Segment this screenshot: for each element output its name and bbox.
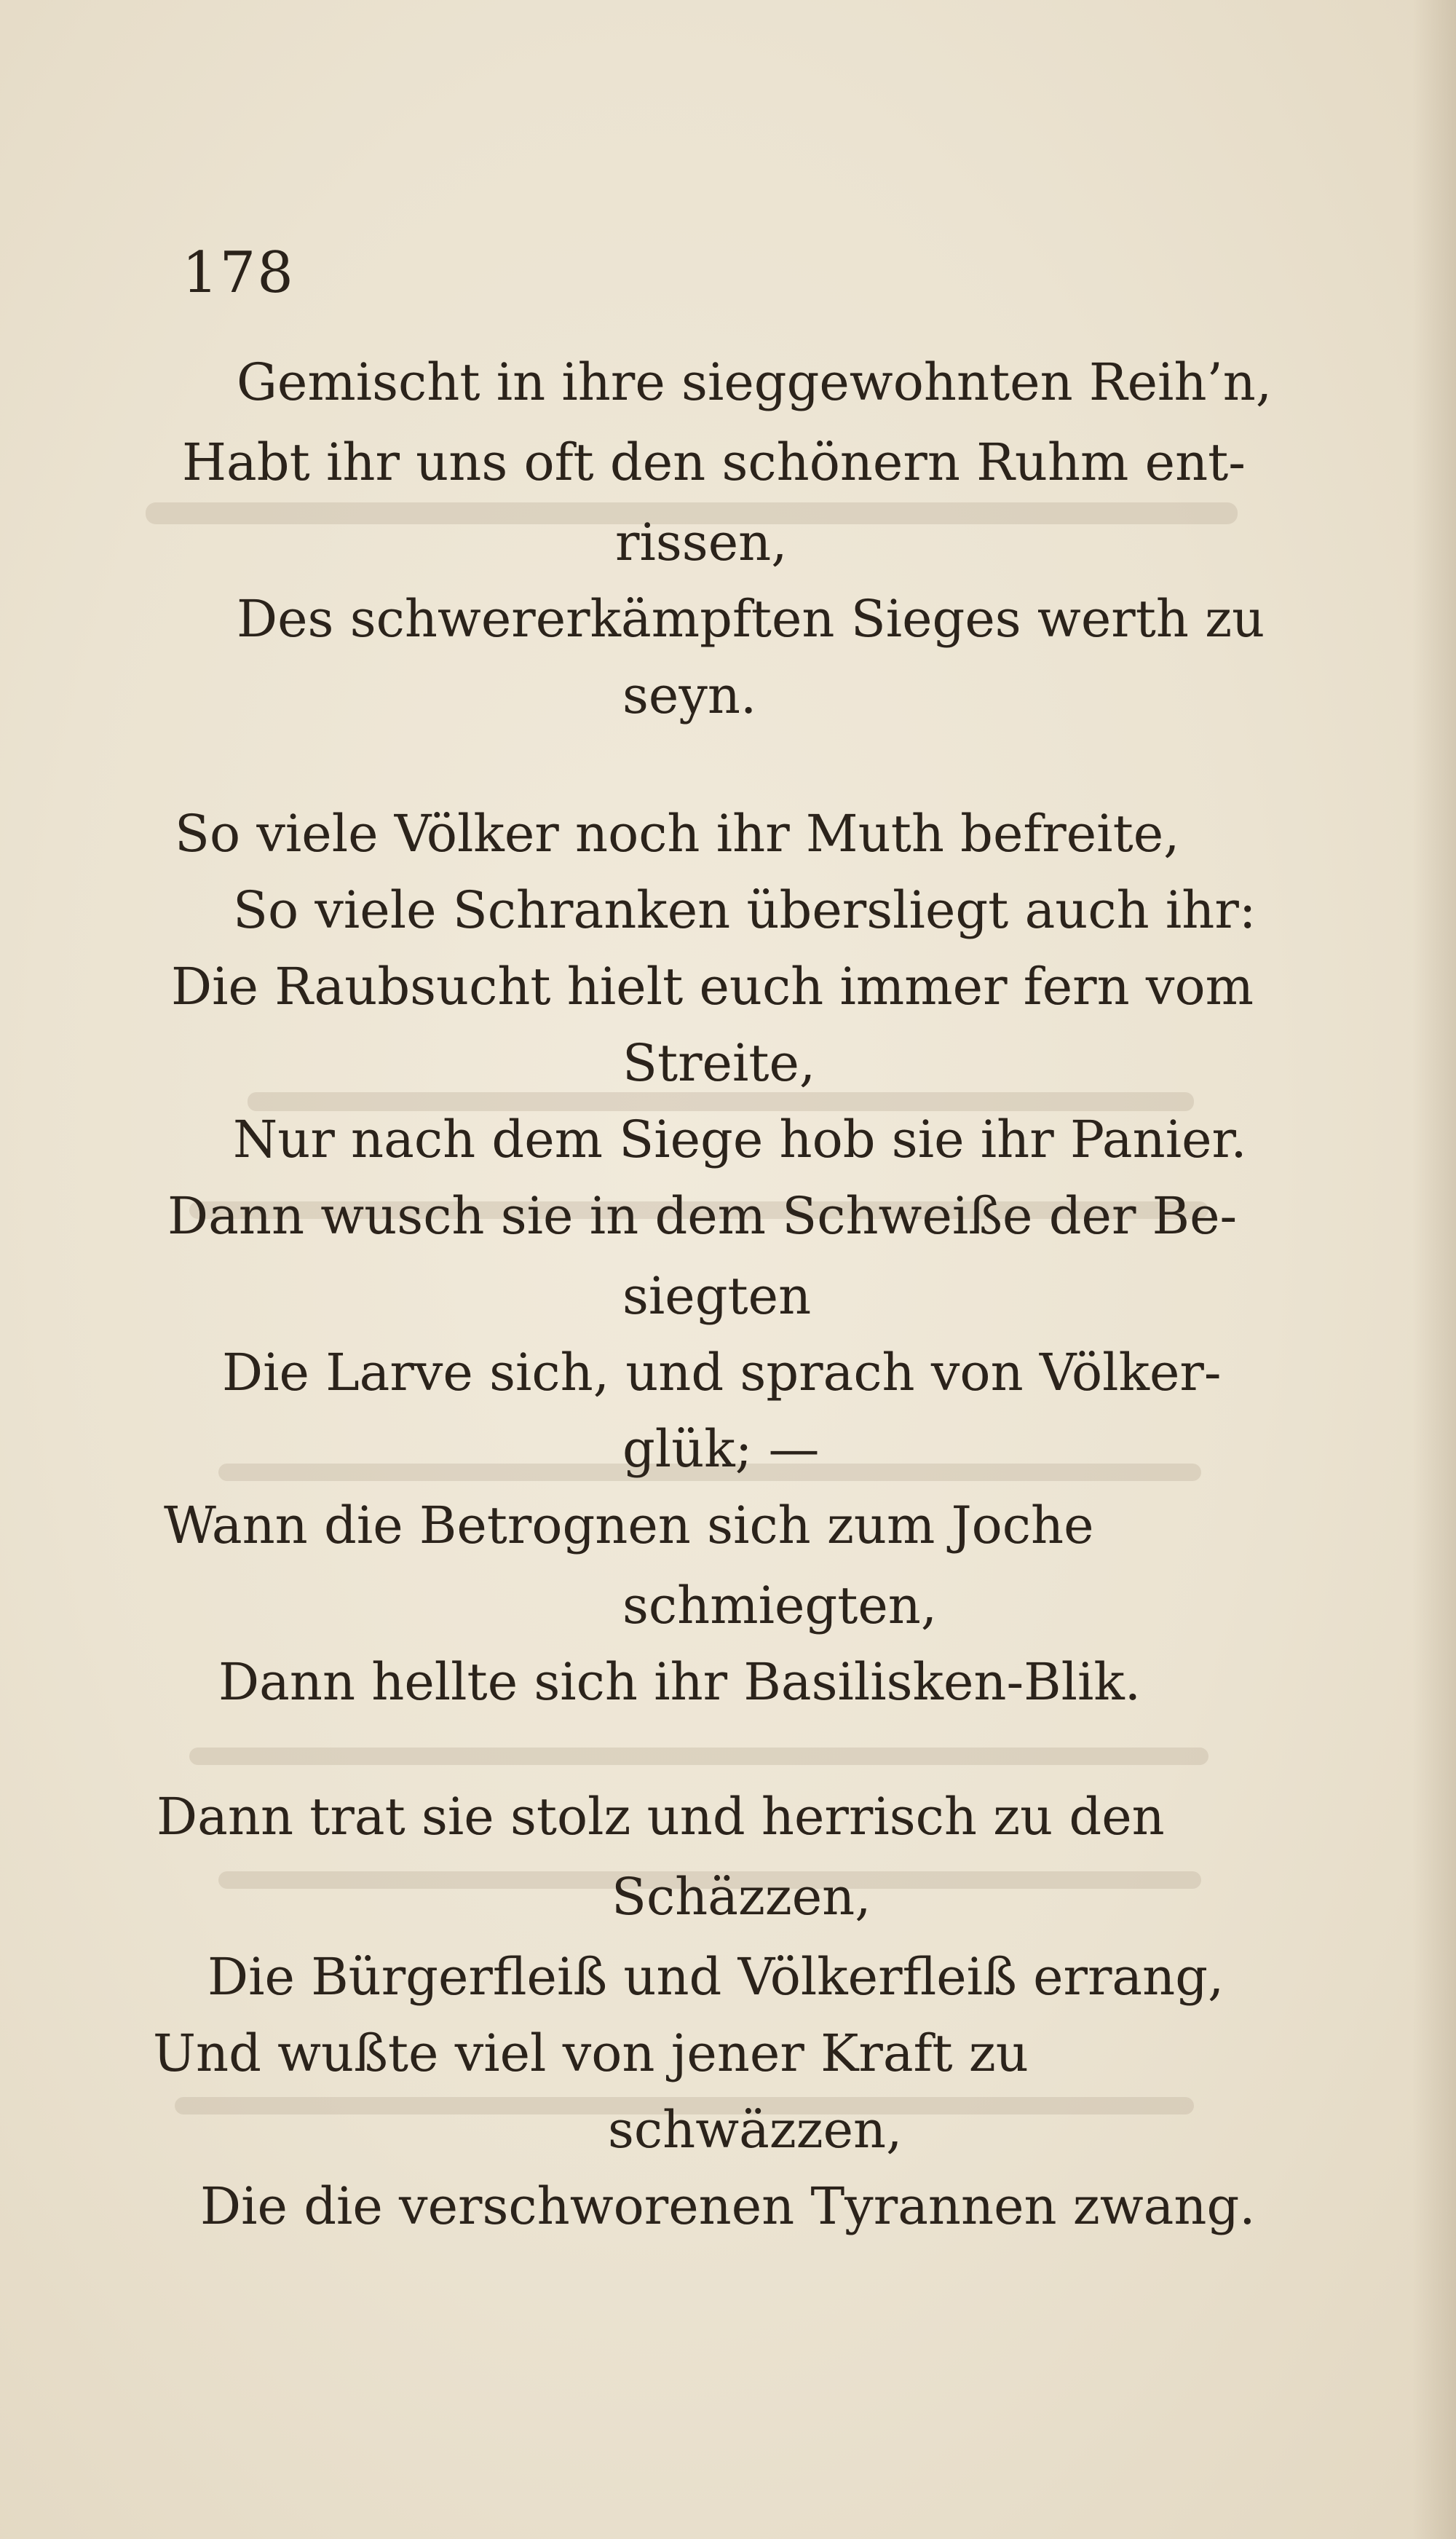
poem-line: schwäzzen, [608, 2100, 903, 2160]
poem-line: seyn. [622, 666, 757, 725]
poem-line: glük; — [622, 1419, 820, 1479]
poem-line: rissen, [615, 513, 788, 572]
poem-line: Die Larve sich, und sprach von Völker- [222, 1343, 1222, 1402]
poem-line: schmiegten, [622, 1576, 938, 1635]
poem-line: Dann hellte sich ihr Basilisken-Blik. [218, 1652, 1142, 1712]
poem-line: Schäzzen, [612, 1867, 871, 1927]
poem-line: Habt ihr uns oft den schönern Ruhm ent- [182, 433, 1246, 492]
poem-line: Dann trat sie stolz und herrisch zu den [157, 1787, 1165, 1847]
poem-line: Streite, [622, 1033, 816, 1093]
poem-line: Die Raubsucht hielt euch immer fern vom [171, 957, 1254, 1016]
poem-line: Dann wusch sie in dem Schweiße der Be- [167, 1186, 1238, 1246]
poem-line: siegten [622, 1266, 812, 1326]
poem-line: Des schwererkämpften Sieges werth zu [237, 589, 1265, 649]
poem-line: Gemischt in ihre sieggewohnten Reih’n, [237, 352, 1273, 412]
poem-line: Und wußte viel von jener Kraft zu [153, 2023, 1029, 2083]
poem-line: Nur nach dem Siege hob sie ihr Panier. [233, 1110, 1247, 1169]
poem-line: Die Bürgerfleiß und Völkerfleiß errang, [207, 1947, 1224, 2007]
poem-line: So viele Schranken übersliegt auch ihr: [233, 880, 1257, 940]
page-number: 178 [182, 240, 295, 306]
poem-line: So viele Völker noch ihr Muth befreite, [175, 804, 1180, 864]
poem-line: Die die verschworenen Tyrannen zwang. [200, 2176, 1256, 2236]
poem-line: Wann die Betrognen sich zum Joche [164, 1496, 1094, 1555]
